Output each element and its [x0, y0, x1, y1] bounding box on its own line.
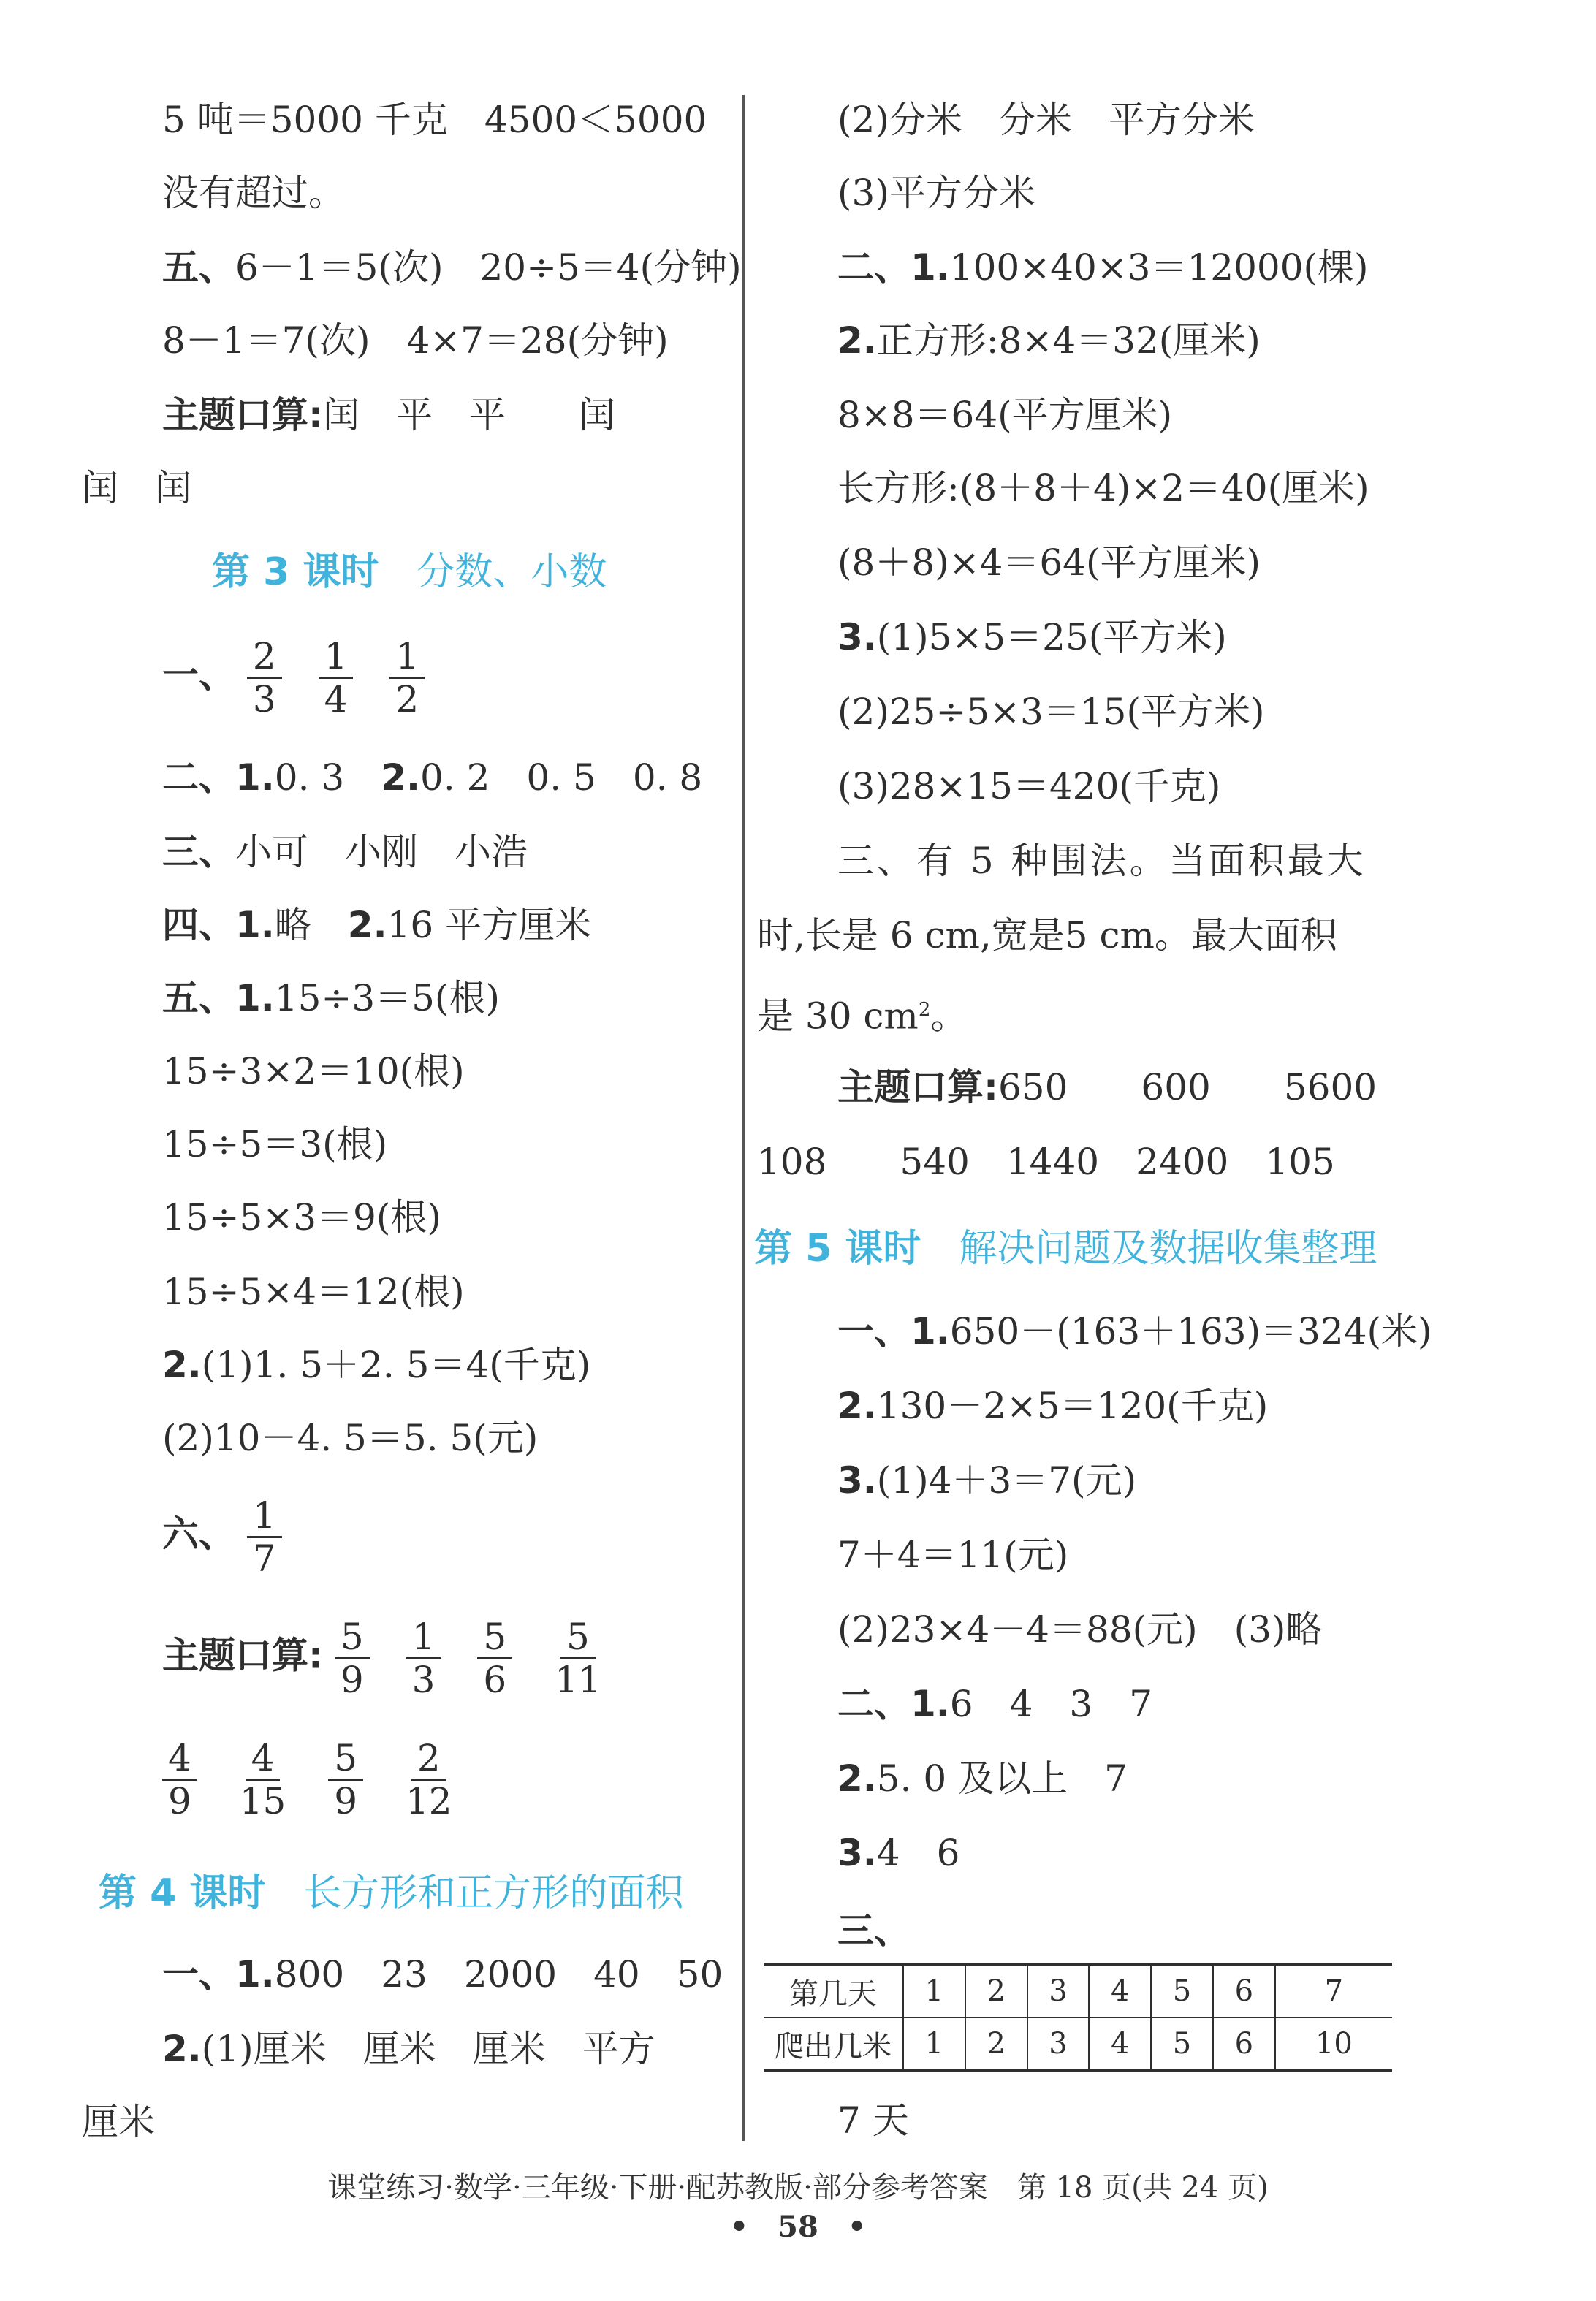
- line: (3)28×15＝420(千克): [837, 765, 1221, 807]
- line: 二、1.100×40×3＝12000(棵): [837, 246, 1369, 289]
- line: 3.(1)4＋3＝7(元): [837, 1459, 1137, 1502]
- line: 7＋4＝11(元): [837, 1534, 1069, 1576]
- line: 5 吨＝5000 千克 4500＜5000: [162, 99, 707, 141]
- table-cell: 2: [965, 2017, 1027, 2071]
- table-cell: 10: [1275, 2017, 1392, 2071]
- line: 15÷5×3＝9(根): [162, 1196, 441, 1239]
- line: 2.(1)1. 5＋2. 5＝4(千克): [162, 1344, 591, 1386]
- line: 闰 闰: [82, 467, 191, 509]
- line: 长方形:(8＋8＋4)×2＝40(厘米): [837, 467, 1369, 509]
- fraction: $\frac{2}{12}$: [405, 1737, 452, 1822]
- line: 主题口算:650 600 5600: [837, 1066, 1378, 1108]
- fraction: $\frac{5}{6}$: [477, 1616, 512, 1700]
- fraction: $\frac{1}{7}$: [247, 1495, 282, 1579]
- fraction: $\frac{1}{3}$: [406, 1616, 441, 1700]
- table-cell: 5: [1151, 1964, 1213, 2017]
- table-cell: 6: [1213, 1964, 1275, 2017]
- fraction: $\frac{5}{9}$: [335, 1616, 370, 1700]
- section-heading: 第 3 课时 分数、小数: [212, 550, 607, 594]
- line: 二、1.0. 3 2.0. 2 0. 5 0. 8: [162, 756, 703, 799]
- line: 3.(1)5×5＝25(平方米): [837, 616, 1227, 658]
- line: 一、1.800 23 2000 40 50: [162, 1953, 723, 1996]
- line: 15÷3×2＝10(根): [162, 1050, 465, 1092]
- answer-fractions: 六、 $\frac{1}{7}$: [162, 1495, 307, 1579]
- page-number: • 58 •: [729, 2210, 867, 2244]
- table-cell: 1: [903, 1964, 965, 2017]
- line: 五、1.15÷3＝5(根): [162, 977, 500, 1019]
- line: (2)23×4－4＝88(元) (3)略: [837, 1608, 1323, 1651]
- fraction: $\frac{1}{4}$: [319, 636, 354, 720]
- fraction: $\frac{4}{15}$: [239, 1737, 286, 1822]
- line: 三、小可 小刚 小浩: [162, 831, 528, 873]
- line: 一、1.650－(163＋163)＝324(米): [837, 1310, 1432, 1353]
- line: 厘米: [82, 2101, 155, 2143]
- line: 五、6－1＝5(次) 20÷5＝4(分钟): [162, 246, 742, 289]
- line: (8＋8)×4＝64(平方厘米): [837, 541, 1261, 584]
- fraction: $\frac{1}{2}$: [390, 636, 425, 720]
- column-divider: [742, 95, 745, 2141]
- answer-fractions: 主题口算: $\frac{5}{9}$ $\frac{1}{3}$ $\frac{5}{6}$ $\frac{5}{11}$: [162, 1616, 632, 1700]
- fraction: $\frac{2}{3}$: [247, 636, 282, 720]
- fraction: $\frac{4}{9}$: [162, 1738, 197, 1822]
- table-row: [764, 2017, 1392, 2071]
- section-heading: 第 5 课时 解决问题及数据收集整理: [754, 1227, 1378, 1271]
- table-cell: 第几天: [789, 1977, 877, 2011]
- line: 主题口算:闰 平 平 闰: [162, 394, 615, 436]
- line: 3.4 6: [837, 1832, 960, 1874]
- line: 四、1.略 2.16 平方厘米: [162, 904, 592, 946]
- line: 15÷5×4＝12(根): [162, 1271, 465, 1313]
- line: 15÷5＝3(根): [162, 1123, 388, 1165]
- table-cell: 爬出几米: [764, 2017, 903, 2071]
- line: (2)10－4. 5＝5. 5(元): [162, 1417, 539, 1459]
- line: (2)分米 分米 平方分米: [837, 99, 1255, 141]
- table-cell: 3: [1027, 1964, 1090, 2017]
- line: 8－1＝7(次) 4×7＝28(分钟): [162, 319, 669, 362]
- footer-text: 课堂练习·数学·三年级·下册·配苏教版·部分参考答案 第 18 页(共 24 页): [327, 2171, 1269, 2205]
- line: (3)平方分米: [837, 172, 1036, 214]
- table-cell: 7: [1275, 1964, 1392, 2017]
- line: (2)25÷5×3＝15(平方米): [837, 691, 1265, 733]
- table-cell: 2: [965, 1964, 1027, 2017]
- table-cell: 4: [1089, 1964, 1151, 2017]
- table-cell: 5: [1151, 2017, 1213, 2071]
- fraction: $\frac{5}{9}$: [328, 1738, 363, 1822]
- line: 2.正方形:8×4＝32(厘米): [837, 319, 1261, 362]
- table-row: [764, 1964, 1392, 2017]
- line: 2.130－2×5＝120(千克): [837, 1385, 1269, 1427]
- line: 108 540 1440 2400 105: [757, 1141, 1335, 1183]
- line: 没有超过。: [162, 172, 345, 214]
- line: 时,长是 6 cm,宽是5 cm。最大面积: [757, 914, 1337, 956]
- fraction: $\frac{5}{11}$: [555, 1616, 601, 1701]
- line: 是 30 $cm^2$。: [757, 994, 968, 1038]
- line: 8×8＝64(平方厘米): [837, 394, 1173, 436]
- line: 2.(1)厘米 厘米 厘米 平方: [162, 2028, 656, 2070]
- table-cell: 6: [1213, 2017, 1275, 2071]
- line: 2.5. 0 及以上 7: [837, 1757, 1128, 1800]
- line: 三、: [837, 1909, 911, 1952]
- table-cell: 1: [903, 2017, 965, 2071]
- answer-fractions: [162, 1738, 483, 1822]
- answer-fractions: 一、 $\frac{2}{3}$ $\frac{1}{4}$ $\frac{1}{2}$: [162, 636, 449, 720]
- table-cell: 3: [1027, 2017, 1090, 2071]
- table-cell: 4: [1089, 2017, 1151, 2071]
- section-heading: 第 4 课时 长方形和正方形的面积: [99, 1871, 684, 1915]
- line: 7 天: [837, 2099, 909, 2142]
- line: 三、有 5 种围法。当面积最大: [837, 840, 1367, 882]
- line: 二、1.6 4 3 7: [837, 1683, 1153, 1725]
- data-table: [764, 1963, 1392, 2072]
